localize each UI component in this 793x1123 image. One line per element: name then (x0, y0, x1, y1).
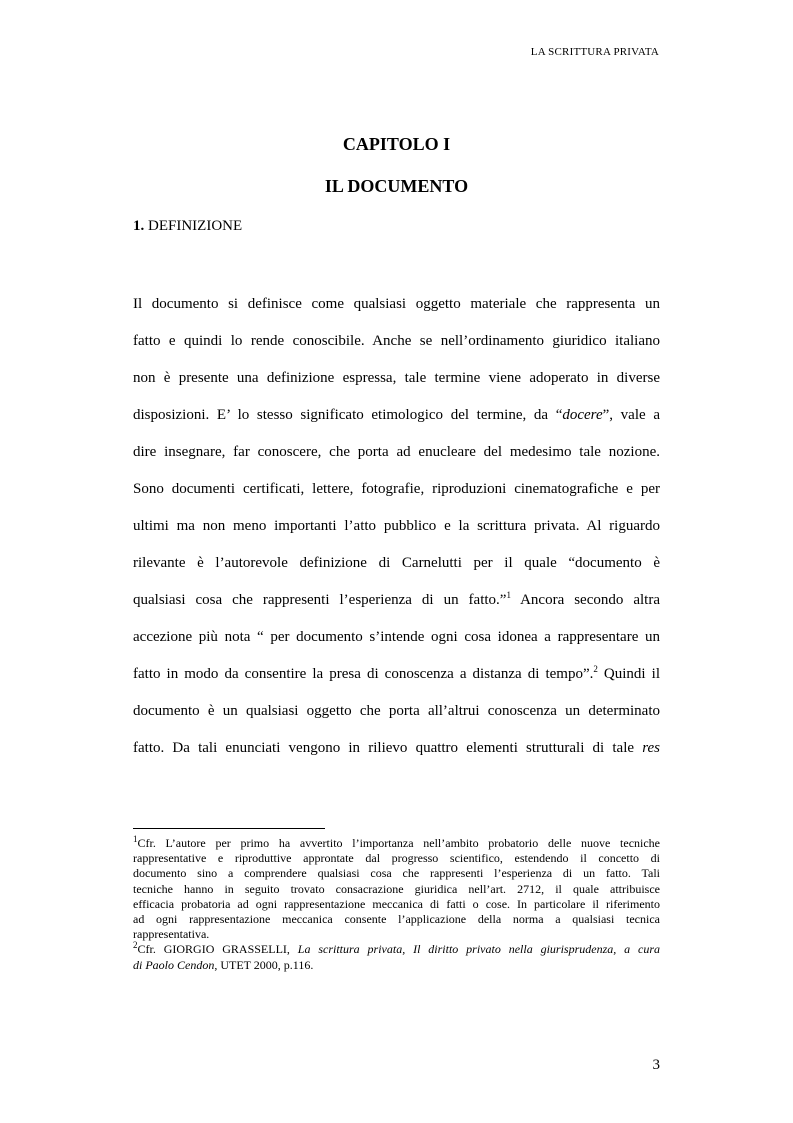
footnote-1-line: rappresentativa. (133, 927, 210, 942)
body-line: rilevante è l’autorevole definizione di Carnelutti per il quale “documento è (133, 555, 660, 571)
footnote-italic-title: La scrittura privata, Il diritto privato nella giurisprudenza, a cura (297, 942, 661, 957)
body-italic-term: res (642, 740, 660, 756)
body-line: accezione più nota “ per documento s’intende ogni cosa idonea a rappresentare un (133, 629, 660, 645)
page-number: 3 (652, 1057, 660, 1073)
body-line (133, 582, 660, 619)
body-line (133, 730, 660, 767)
footnote-1-line: documento sino a comprendere qualsiasi cosa che rappresenti l’esperienza di un fatto. Tali (133, 866, 660, 881)
body-line: non è presente una definizione espressa, tale termine viene adoperato in diverse (133, 370, 660, 386)
footnote-text: , UTET 2000, p.116. (214, 957, 314, 972)
body-line: Sono documenti certificati, lettere, fotografie, riproduzioni cinematografiche e per (133, 481, 660, 497)
body-text-run: fatto in modo da consentire la presa di conoscenza a distanza di tempo”. (133, 666, 594, 682)
footnote-1-line (133, 836, 660, 851)
footnote-1-line: ad ogni rappresentazione meccanica consente l’applicazione della norma a qualsiasi tecnica (133, 912, 660, 927)
chapter-number: CAPITOLO I (342, 134, 451, 154)
body-line: Il documento si definisce come qualsiasi oggetto materiale che rappresenta un (133, 296, 660, 312)
footnote-text: Cfr. L’autore per primo ha avvertito l’importanza nell’ambito probatorio delle nuove tecniche (137, 836, 660, 850)
body-text-run: fatto. Da tali enunciati vengono in rilievo quattro elementi strutturali di tale (133, 740, 643, 756)
footnote-1-line: rappresentative e riproduttive approntate dal progresso scientifico, estendendo il concetto di (133, 851, 660, 866)
body-text-run: ”, vale a (602, 407, 660, 423)
body-text-run: Quindi il (597, 666, 660, 682)
footnote-2-line (133, 958, 660, 973)
footnote-separator (133, 828, 325, 829)
section-number: 1. (133, 218, 145, 234)
section-title: DEFINIZIONE (148, 218, 243, 234)
body-text-run: disposizioni. E’ lo stesso significato etimologico del termine, da “ (133, 407, 563, 423)
footnotes (133, 836, 660, 973)
footnote-1-number: 1 (133, 834, 138, 844)
running-header: LA SCRITTURA PRIVATA (530, 46, 659, 58)
footnote-1-line: tecniche hanno in seguito trovato consacrazione giuridica nell’art. 2712, il quale attribuisce (133, 881, 660, 896)
body-line: ultimi ma non meno importanti l’atto pubblico e la scrittura privata. Al riguardo (133, 518, 660, 534)
body-text-run: qualsiasi cosa che rappresenti l’esperienza di un fatto.” (133, 592, 507, 608)
footnote-ref-1[interactable]: 1 (506, 590, 511, 600)
body-line (133, 656, 660, 693)
footnote-2-line (133, 942, 660, 957)
body-line: fatto e quindi lo rende conoscibile. Anche se nell’ordinamento giuridico italiano (133, 333, 660, 349)
chapter-title: IL DOCUMENTO (324, 176, 469, 196)
body-line: dire insegnare, far conoscere, che porta ad enucleare del medesimo tale nozione. (133, 444, 660, 460)
body-text (133, 286, 660, 767)
body-line: documento è un qualsiasi oggetto che porta all’altrui conoscenza un determinato (133, 703, 660, 719)
footnote-1-line: efficacia probatoria ad ogni rappresentazione meccanica di fatti o cose. In particolare il riferimento (133, 896, 660, 911)
footnote-2-number: 2 (133, 940, 138, 951)
footnote-text: Cfr. GIORGIO GRASSELLI, (137, 942, 298, 957)
footnote-italic-editor: di Paolo Cendon (133, 957, 215, 972)
section-heading (133, 218, 242, 235)
footnote-ref-2[interactable]: 2 (593, 664, 598, 674)
body-line (133, 397, 660, 434)
body-text-run: Ancora secondo altra (510, 592, 660, 608)
body-italic-term: docere (562, 407, 603, 423)
